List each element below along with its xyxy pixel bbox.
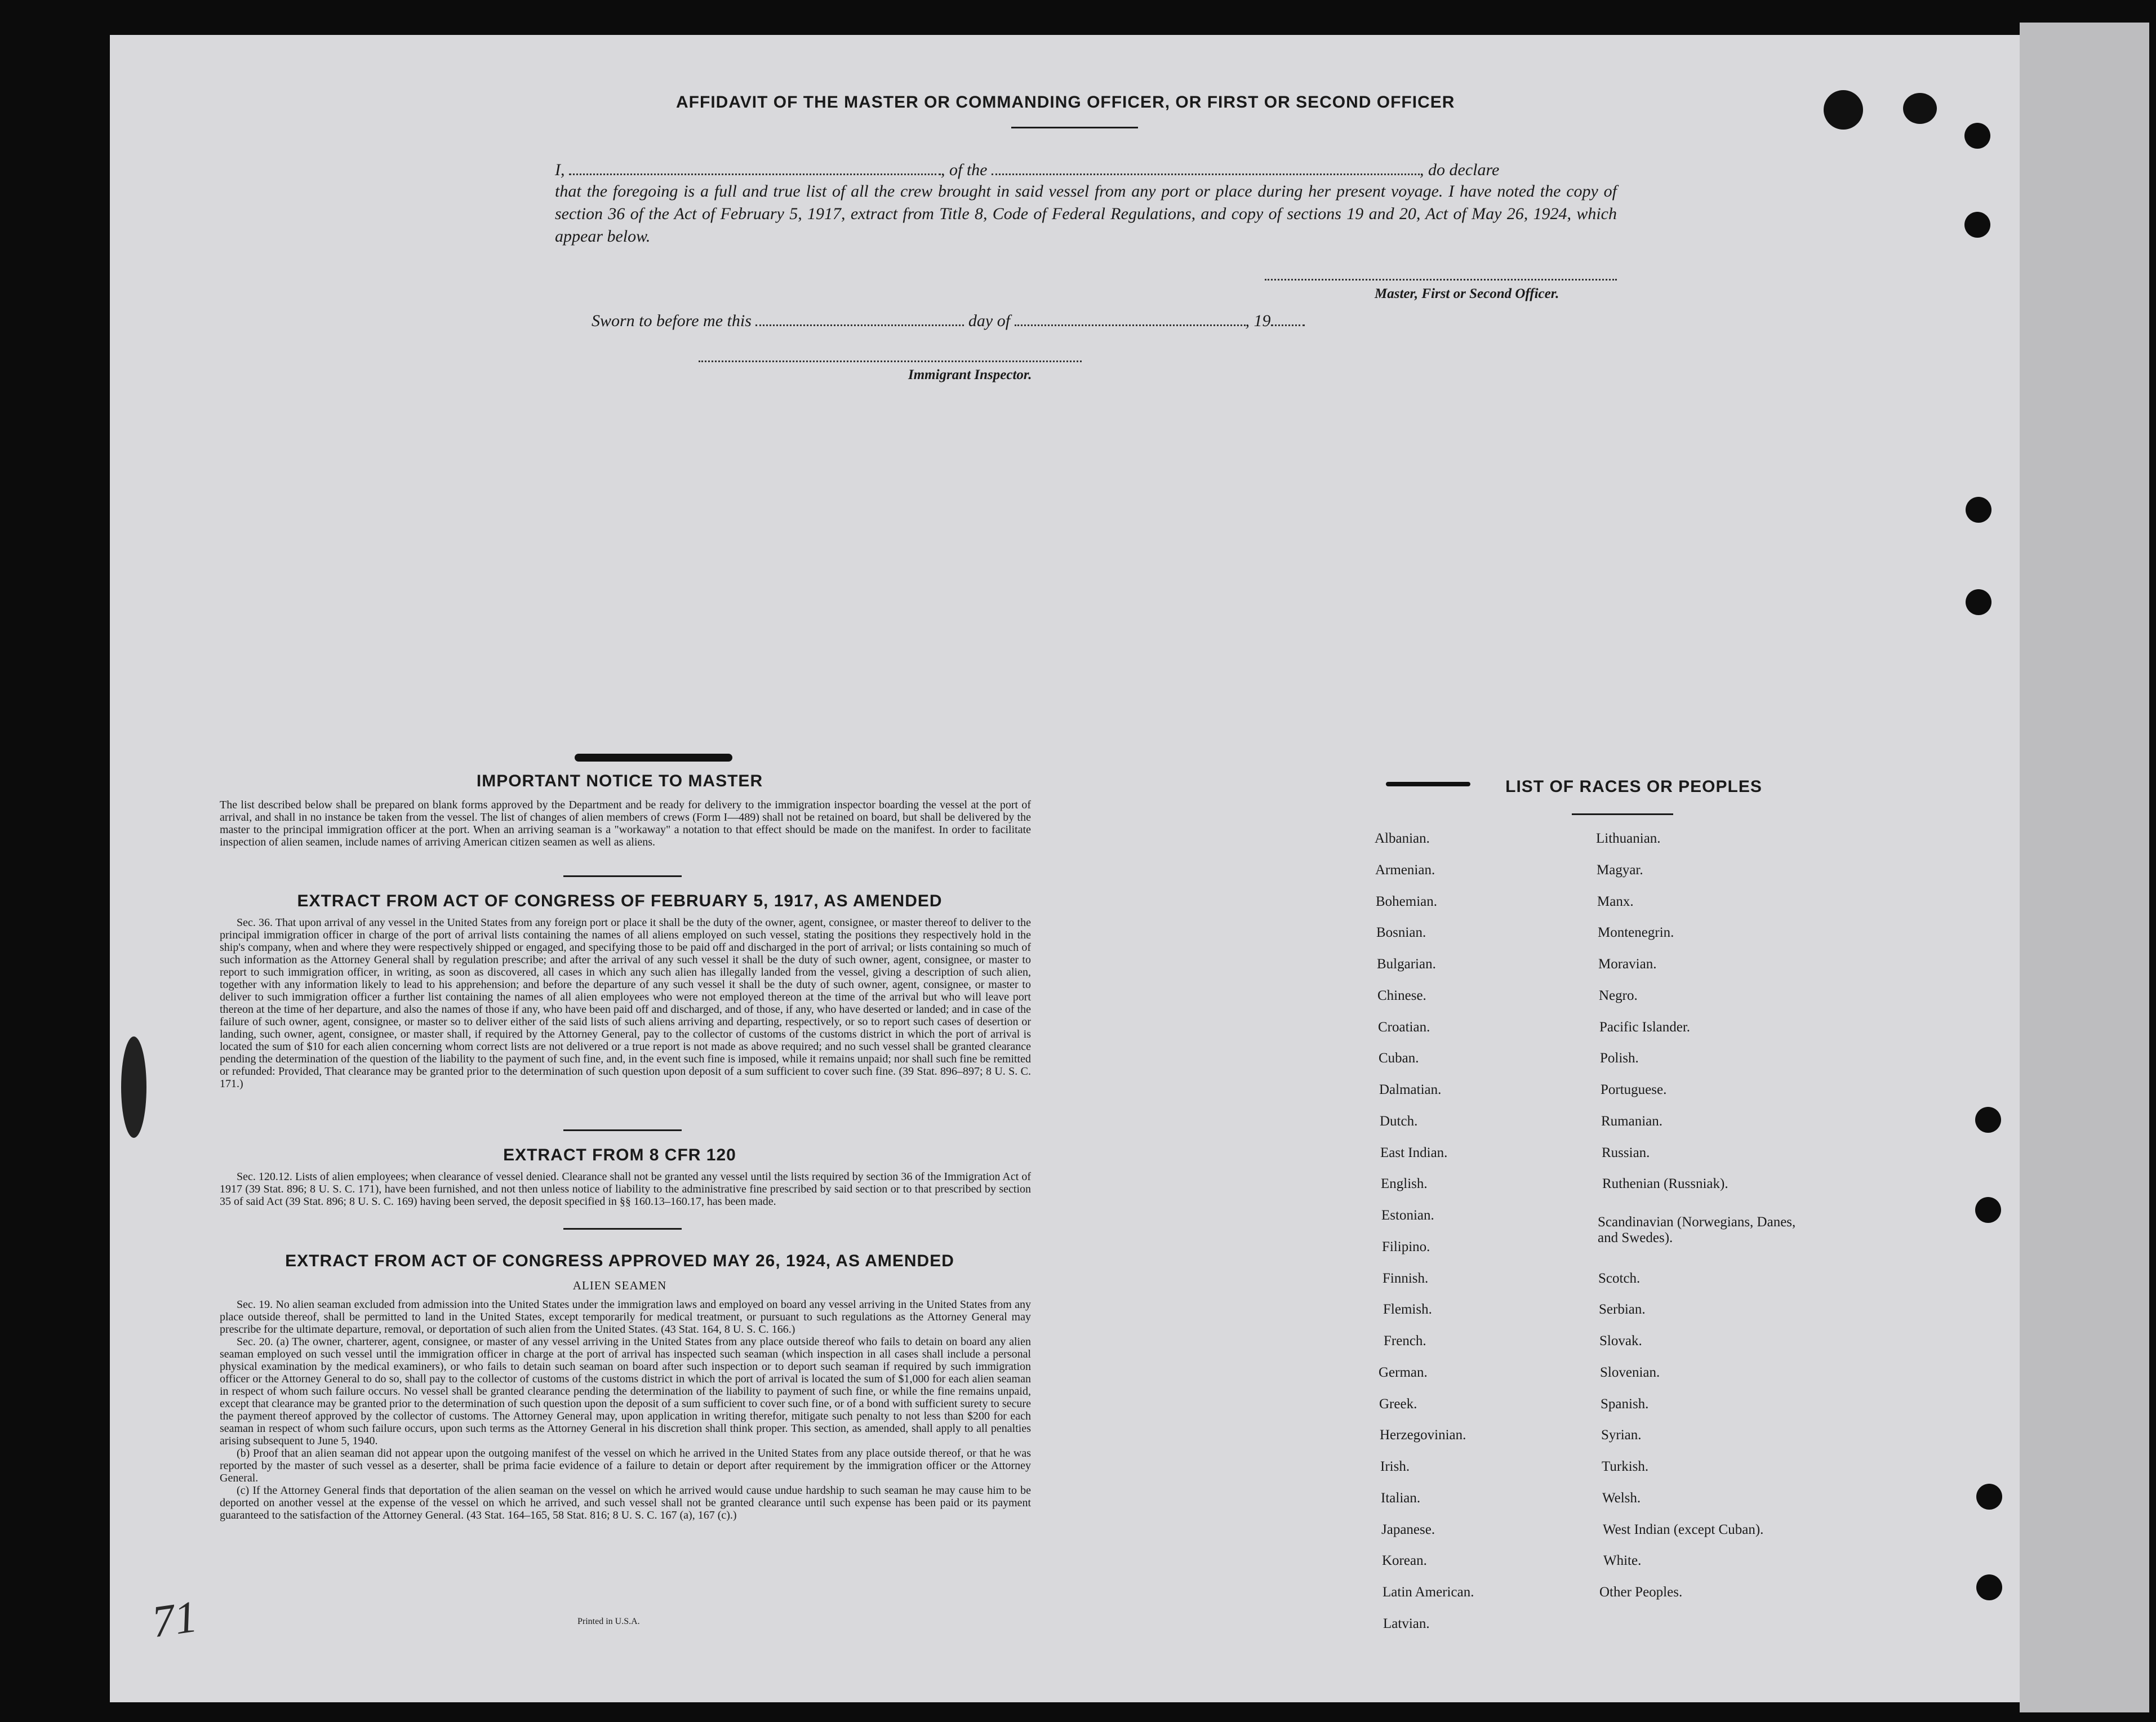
punch-hole	[1976, 1484, 2002, 1510]
race-item: Italian.	[1381, 1490, 1421, 1506]
races-title: LIST OF RACES OR PEOPLES	[1505, 777, 1762, 796]
sec20a-paragraph: Sec. 20. (a) The owner, charterer, agent, consignee, or master of any vessel arriving in the United States from any place outside thereof who fails to detain on board any alien seaman employed on such vessel until the immigration officer in charge at the port of arrival has inspected such seaman (which inspection in all cases shall include a personal physical examination by the medical examiners), or who fails to detain such seaman on board after such inspection or to deport such seaman if required by such immigration officer or the Attorney General to do so, shall pay to the collector of customs of the customs district in which the port of arrival is located the sum of $1,000 for each alien seaman in respect of whom such failure occurs. No vessel shall be granted clearance pending the determination of the liability to payment of such fine, or while the fine remains unpaid, except that clearance may be granted prior to the determination of such question upon the deposit of a sum sufficient to cover such fine, or of a bond with sufficient surety to secure the payment thereof approved by the collector of customs. The Attorney General may, upon application in writing therefor, mitigate such penalty to not less than $200 for each seaman in respect of whom such failure occurs, upon such terms as the Attorney General in his discretion shall think proper. This section, as amended, shall apply to all penalties arising subsequent to June 5, 1940.	[220, 1336, 1031, 1447]
race-item: Serbian.	[1599, 1302, 1646, 1317]
declare-label: , do declare	[1420, 161, 1500, 179]
race-item: Filipino.	[1382, 1239, 1430, 1254]
race-item: Rumanian.	[1601, 1114, 1663, 1129]
race-item: Dutch.	[1380, 1114, 1418, 1129]
race-item: East Indian.	[1380, 1145, 1448, 1160]
race-item: Ruthenian (Russniak).	[1602, 1176, 1728, 1191]
race-item: West Indian (except Cuban).	[1603, 1522, 1764, 1537]
race-item: Portuguese.	[1601, 1082, 1667, 1097]
section-rule	[563, 875, 682, 877]
punch-hole	[1975, 1107, 2001, 1133]
punch-hole	[1976, 1574, 2002, 1600]
race-item: Flemish.	[1383, 1302, 1432, 1317]
inspector-label: Immigrant Inspector.	[908, 367, 1032, 382]
race-item: Other Peoples.	[1599, 1585, 1683, 1600]
race-item: Herzegovinian.	[1380, 1427, 1466, 1443]
race-item: Latin American.	[1382, 1585, 1474, 1600]
extract-1917-body: Sec. 36. That upon arrival of any vessel in the United States from any foreign port or place it shall be the duty of the owner, agent, consignee, or master thereof to deliver to the principal immigration officer in charge of the port of arrival lists containing the names of all aliens employed on such vessel, stating the positions they respectively hold in the ship's company, when and where they were respectively shipped or engaged, and specifying those to be paid off and discharged in the port of arrival; or lists containing so much of such information as the Attorney General shall by regulation prescribe; and after the arrival of any such vessel it shall be the duty of such owner, agent, consignee, or master to report to such immigration officer, in writing, as soon as discovered, all cases in which any such alien has illegally landed from the vessel, giving a description of such alien, together with any information likely to lead to his apprehension; and before the departure of any such vessel it shall be the duty of such owner, agent, consignee, or master to deliver to such immigration officer a further list containing the names of all alien employees who were not employed thereon at the time of the arrival but who will leave port thereon at the time of her departure, and also the names of those if any, who have been paid off and discharged, and of those, if any, who have deserted or landed; and in case of the failure of such owner, agent, consignee, or master so to deliver either of the said lists of such aliens arriving and departing, respectively, or so to report such cases of desertion or landing, such owner, agent, consignee, or master shall, if required by the Attorney General, pay to the collector of customs of the customs district in which the port of arrival is located the sum of $10 for each alien concerning whom correct lists are not delivered or a true report is not made as above required; and no such vessel shall be granted clearance pending the determination of the question of the liability to the payment of such fine, and, in the event such fine is imposed, while it remains unpaid; nor shall such fine be remitted or refunded: Provided, That clearance may be granted prior to the determination of such question upon deposit of a sum sufficient to cover such fine. (39 Stat. 896–897; 8 U. S. C. 171.)	[220, 916, 1031, 1090]
race-item: Chinese.	[1377, 988, 1426, 1003]
punch-hole	[1975, 1197, 2001, 1223]
sworn-label: Sworn to before me this	[592, 312, 752, 330]
race-item: Albanian.	[1375, 831, 1430, 846]
race-item: English.	[1381, 1176, 1428, 1191]
inspector-signature-line[interactable]	[699, 361, 1082, 362]
race-item: Bohemian.	[1376, 894, 1438, 909]
year-label: , 19	[1245, 312, 1271, 330]
notice-body: The list described below shall be prepared on blank forms approved by the Department and be ready for delivery to the immigration inspector boarding the vessel at the port of arrival, and shall in no instance be taken from the vessel. The list of changes of alien members of crews (Form I—489) shall not be retained on board, but shall be delivered by the master to the principal immigration officer at the port. When an arriving seaman is a "workaway" a notation to that effect should be made on the manifest. In order to facilitate inspection of alien seamen, include names of arriving American citizen seamen as well as aliens.	[220, 799, 1031, 848]
race-item: German.	[1379, 1365, 1428, 1380]
extract-1924-title: EXTRACT FROM ACT OF CONGRESS APPROVED MAY 26, 1924, AS AMENDED	[285, 1252, 954, 1270]
handwritten-mark: 71	[149, 1591, 201, 1648]
ink-blot	[1824, 90, 1863, 130]
race-item: Armenian.	[1375, 862, 1435, 878]
punch-hole	[1966, 497, 1991, 523]
race-item: Japanese.	[1381, 1522, 1435, 1537]
ink-smudge	[121, 1036, 146, 1138]
race-item: Bosnian.	[1376, 925, 1426, 940]
sec20b-paragraph: (b) Proof that an alien seaman did not appear upon the outgoing manifest of the vessel on which he arrived in the United States from any place outside thereof, or that he was reported by the master of such vessel as a deserter, shall be prima facie evidence of a failure to detain or deport after requirement by the immigration officer or the Attorney General.	[220, 1447, 1031, 1484]
race-item: White.	[1603, 1553, 1642, 1568]
section-rule	[563, 1228, 682, 1230]
race-item: Scandinavian (Norwegians, Danes, and Swedes).	[1598, 1214, 1796, 1245]
printed-in-usa: Printed in U.S.A.	[577, 1617, 640, 1626]
race-item: Greek.	[1379, 1396, 1417, 1412]
race-item: Irish.	[1380, 1459, 1410, 1474]
race-item: Negro.	[1599, 988, 1638, 1003]
declaration-text: that the foregoing is a full and true list of all the crew brought in said vessel from any port or place during her present voyage. I have noted the copy of section 36 of the Act of February 5, 1917, extract from Title 8, Code of Federal Regulations, and copy of sections 19 and 20, Act of May 26, 1924, which appear below.	[555, 182, 1617, 246]
race-item: Slovak.	[1599, 1333, 1642, 1349]
page-edge	[2020, 23, 2149, 1712]
notice-title: IMPORTANT NOTICE TO MASTER	[476, 772, 763, 790]
extract-1917-title: EXTRACT FROM ACT OF CONGRESS OF FEBRUARY 5, 1917, AS AMENDED	[297, 892, 943, 910]
race-item: Estonian.	[1381, 1208, 1434, 1223]
fold-tear	[575, 754, 732, 762]
vessel-field[interactable]	[992, 158, 1420, 175]
section-rule	[563, 1129, 682, 1131]
race-item: Finnish.	[1382, 1271, 1429, 1286]
sworn-day-field[interactable]	[755, 309, 964, 326]
race-item: Manx.	[1597, 894, 1634, 909]
extract-1924-subtitle: ALIEN SEAMEN	[572, 1279, 667, 1292]
race-item: Spanish.	[1601, 1396, 1649, 1412]
declaration-line	[555, 158, 1617, 181]
day-of-label: day of	[968, 312, 1011, 330]
race-item: Cuban.	[1379, 1051, 1419, 1066]
race-item: Montenegrin.	[1598, 925, 1674, 940]
sworn-line	[592, 309, 1305, 331]
sec19-paragraph: Sec. 19. No alien seaman excluded from admission into the United States under the immigration laws and employed on board any vessel arriving in the United States from any place outside thereof, shall be permitted to land in the United States, except temporarily for medical treatment, or pursuant to such regulations as the Attorney General may prescribe for the ultimate departure, removal, or deportation of such alien from the United States. (43 Stat. 164, 8 U. S. C. 166.)	[220, 1298, 1031, 1336]
race-item: Syrian.	[1601, 1427, 1642, 1443]
punch-hole	[1964, 212, 1990, 238]
fold-tear	[1386, 782, 1470, 786]
race-item: Russian.	[1602, 1145, 1650, 1160]
title-rule	[1011, 127, 1138, 128]
signature-line[interactable]	[1265, 279, 1617, 281]
ink-blot	[1903, 93, 1937, 124]
race-item: Pacific Islander.	[1599, 1020, 1691, 1035]
signature-label: Master, First or Second Officer.	[1375, 286, 1559, 301]
punch-hole	[1964, 123, 1990, 149]
race-item: Moravian.	[1598, 956, 1657, 972]
i-label: I,	[555, 161, 565, 179]
extract-cfr-body: Sec. 120.12. Lists of alien employees; when clearance of vessel denied. Clearance shall not be granted any vessel until the lists required by section 36 of the Immigration Act of 1917 (39 Stat. 896; 8 U. S. C. 171), have been furnished, and not then unless notice of liability to the administrative fine prescribed by said section or to that prescribed by section 35 of said Act (39 Stat. 896; 8 U. S. C. 169) having been served, the deposit specified in §§ 160.13–160.17, has been made.	[220, 1171, 1031, 1208]
race-item: Slovenian.	[1600, 1365, 1660, 1380]
extract-1924-body	[220, 1298, 1031, 1521]
extract-cfr-title: EXTRACT FROM 8 CFR 120	[503, 1146, 736, 1164]
races-rule	[1572, 813, 1673, 815]
race-item: Scotch.	[1598, 1271, 1641, 1286]
race-item: Turkish.	[1602, 1459, 1649, 1474]
sworn-year-field[interactable]	[1271, 309, 1305, 326]
of-the-label: , of the	[941, 161, 988, 179]
race-item: Latvian.	[1383, 1616, 1430, 1631]
race-item: Lithuanian.	[1596, 831, 1661, 846]
punch-hole	[1966, 589, 1991, 615]
name-field[interactable]	[569, 158, 941, 175]
race-item: Polish.	[1600, 1051, 1639, 1066]
sworn-month-field[interactable]	[1015, 309, 1246, 326]
race-item: Korean.	[1382, 1553, 1427, 1568]
race-item: French.	[1384, 1333, 1426, 1349]
affidavit-title: AFFIDAVIT OF THE MASTER OR COMMANDING OFFICER, OR FIRST OR SECOND OFFICER	[676, 93, 1455, 112]
race-item: Dalmatian.	[1379, 1082, 1442, 1097]
sec20c-paragraph: (c) If the Attorney General finds that deportation of the alien seaman on the vessel on which he arrived would cause undue hardship to such seaman he may cause him to be deported on another vessel at the expense of the vessel on which he arrived, and such vessel shall not be granted clearance until such expense has been paid or its payment guaranteed to the satisfaction of the Attorney General. (43 Stat. 164–165, 58 Stat. 816; 8 U. S. C. 167 (a), 167 (c).)	[220, 1484, 1031, 1521]
race-item: Welsh.	[1602, 1490, 1641, 1506]
race-item: Croatian.	[1378, 1020, 1430, 1035]
race-item: Magyar.	[1597, 862, 1643, 878]
race-item: Bulgarian.	[1377, 956, 1436, 972]
